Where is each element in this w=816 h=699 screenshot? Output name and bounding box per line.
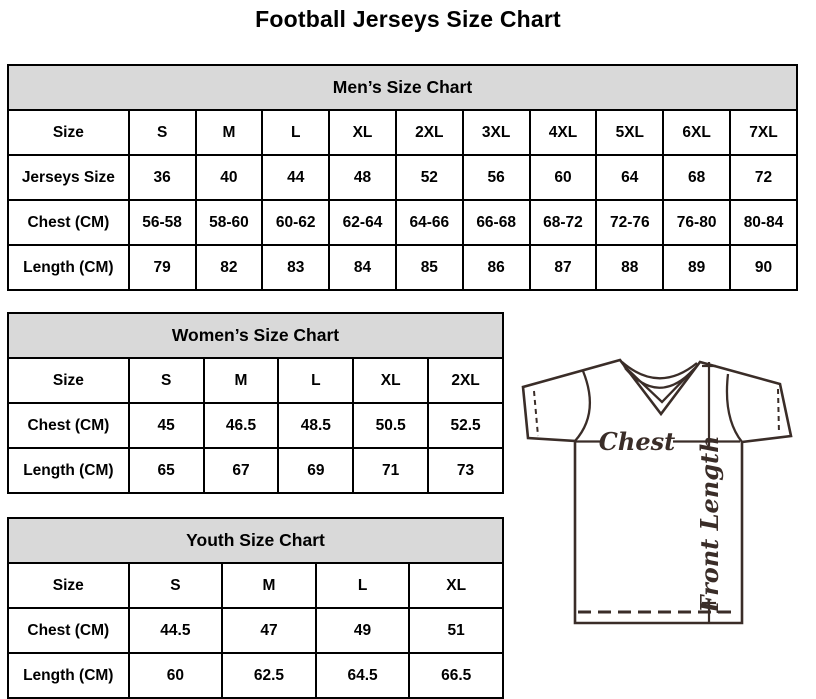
row-label-cell: Jerseys Size xyxy=(8,155,129,200)
size-label-cell: Size xyxy=(8,563,129,608)
page-title: Football Jerseys Size Chart xyxy=(255,6,561,32)
front-length-label: Front Length xyxy=(695,435,724,613)
data-cell: 66.5 xyxy=(409,653,503,698)
left-cuff-dashed-line xyxy=(534,391,538,436)
chest-label: Chest xyxy=(598,427,676,456)
column-header-cell: S xyxy=(129,358,204,403)
data-cell: 62-64 xyxy=(329,200,396,245)
column-header-cell: L xyxy=(262,110,329,155)
data-cell: 40 xyxy=(196,155,263,200)
data-cell: 68 xyxy=(663,155,730,200)
row-label-cell: Length (CM) xyxy=(8,448,129,493)
data-cell: 88 xyxy=(596,245,663,290)
data-cell: 65 xyxy=(129,448,204,493)
data-cell: 72 xyxy=(730,155,797,200)
data-cell: 58-60 xyxy=(196,200,263,245)
data-cell: 79 xyxy=(129,245,196,290)
row-label-cell: Chest (CM) xyxy=(8,200,129,245)
row-label-cell: Length (CM) xyxy=(8,653,129,698)
column-header-cell: XL xyxy=(329,110,396,155)
data-cell: 46.5 xyxy=(204,403,279,448)
row-label-cell: Length (CM) xyxy=(8,245,129,290)
column-header-row xyxy=(8,563,503,608)
right-sleeve-seam xyxy=(727,374,742,442)
data-cell: 66-68 xyxy=(463,200,530,245)
column-header-cell: 5XL xyxy=(596,110,663,155)
data-cell: 47 xyxy=(222,608,316,653)
column-header-cell: S xyxy=(129,110,196,155)
column-header-row xyxy=(8,358,503,403)
size-label-cell: Size xyxy=(8,358,129,403)
column-header-cell: XL xyxy=(353,358,428,403)
data-cell: 71 xyxy=(353,448,428,493)
data-cell: 52.5 xyxy=(428,403,503,448)
data-row xyxy=(8,448,503,493)
data-row xyxy=(8,608,503,653)
womens-size-table xyxy=(7,312,504,494)
data-cell: 62.5 xyxy=(222,653,316,698)
data-cell: 64.5 xyxy=(316,653,410,698)
size-chart-page xyxy=(0,6,816,684)
column-header-cell: L xyxy=(278,358,353,403)
column-header-cell: XL xyxy=(409,563,503,608)
data-cell: 83 xyxy=(262,245,329,290)
right-cuff-dashed-line xyxy=(778,389,779,434)
data-cell: 73 xyxy=(428,448,503,493)
column-header-cell: M xyxy=(204,358,279,403)
data-cell: 80-84 xyxy=(730,200,797,245)
data-cell: 56 xyxy=(463,155,530,200)
jersey-silhouette xyxy=(523,360,791,623)
data-cell: 87 xyxy=(530,245,597,290)
data-cell: 86 xyxy=(463,245,530,290)
row-label-cell: Chest (CM) xyxy=(8,608,129,653)
data-cell: 50.5 xyxy=(353,403,428,448)
column-header-cell: S xyxy=(129,563,223,608)
data-cell: 36 xyxy=(129,155,196,200)
column-header-cell: 7XL xyxy=(730,110,797,155)
column-header-cell: 4XL xyxy=(530,110,597,155)
data-cell: 64-66 xyxy=(396,200,463,245)
data-cell: 82 xyxy=(196,245,263,290)
jersey-outline xyxy=(523,360,791,623)
column-header-cell: 3XL xyxy=(463,110,530,155)
data-cell: 45 xyxy=(129,403,204,448)
data-cell: 64 xyxy=(596,155,663,200)
data-cell: 48.5 xyxy=(278,403,353,448)
data-cell: 60 xyxy=(530,155,597,200)
data-cell: 84 xyxy=(329,245,396,290)
table-title-row xyxy=(8,518,503,563)
left-sleeve-seam xyxy=(575,371,590,441)
column-header-cell: L xyxy=(316,563,410,608)
data-cell: 76-80 xyxy=(663,200,730,245)
data-cell: 68-72 xyxy=(530,200,597,245)
size-label-cell: Size xyxy=(8,110,129,155)
data-cell: 67 xyxy=(204,448,279,493)
womens-table-title: Women’s Size Chart xyxy=(8,313,503,358)
column-header-cell: M xyxy=(222,563,316,608)
mens-table-title: Men’s Size Chart xyxy=(8,65,797,110)
column-header-cell: 6XL xyxy=(663,110,730,155)
data-cell: 60-62 xyxy=(262,200,329,245)
column-header-row xyxy=(8,110,797,155)
youth-size-table xyxy=(7,517,504,699)
column-header-cell: 2XL xyxy=(396,110,463,155)
data-row xyxy=(8,403,503,448)
data-row xyxy=(8,653,503,698)
youth-table-title: Youth Size Chart xyxy=(8,518,503,563)
table-title-row xyxy=(8,65,797,110)
table-title-row xyxy=(8,313,503,358)
jersey-diagram xyxy=(510,341,810,631)
data-cell: 44.5 xyxy=(129,608,223,653)
row-label-cell: Chest (CM) xyxy=(8,403,129,448)
column-header-cell: 2XL xyxy=(428,358,503,403)
data-row xyxy=(8,200,797,245)
data-row xyxy=(8,245,797,290)
mens-size-table xyxy=(7,64,798,291)
data-cell: 69 xyxy=(278,448,353,493)
data-cell: 48 xyxy=(329,155,396,200)
data-cell: 85 xyxy=(396,245,463,290)
data-cell: 72-76 xyxy=(596,200,663,245)
data-cell: 51 xyxy=(409,608,503,653)
data-cell: 49 xyxy=(316,608,410,653)
column-header-cell: M xyxy=(196,110,263,155)
data-row xyxy=(8,155,797,200)
data-cell: 56-58 xyxy=(129,200,196,245)
data-cell: 60 xyxy=(129,653,223,698)
data-cell: 44 xyxy=(262,155,329,200)
data-cell: 89 xyxy=(663,245,730,290)
data-cell: 90 xyxy=(730,245,797,290)
data-cell: 52 xyxy=(396,155,463,200)
